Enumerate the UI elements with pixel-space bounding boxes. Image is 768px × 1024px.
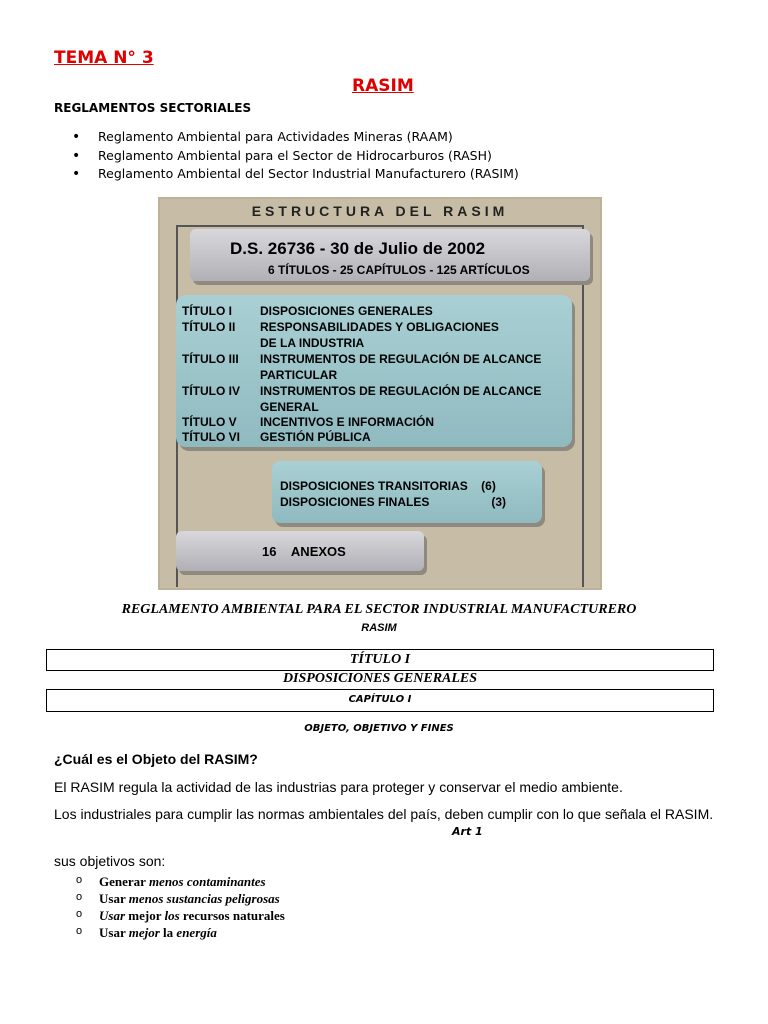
paragraph-1: El RASIM regula la actividad de las industrias para proteger y conservar el medio ambiente.	[54, 779, 623, 795]
reglamento-sub: RASIM	[361, 622, 397, 634]
anexos-box	[176, 531, 424, 571]
titulo-row: TÍTULO VI GESTIÓN PÚBLICA	[182, 430, 371, 444]
ds-sub: 6 TÍTULOS - 25 CAPÍTULOS - 125 ARTÍCULOS	[268, 263, 530, 277]
titulo-row: TÍTULO I DISPOSICIONES GENERALES	[182, 304, 433, 318]
disp-finales: DISPOSICIONES FINALES (3)	[280, 495, 507, 509]
list-item: o Generar menos contaminantes	[76, 873, 285, 890]
titulo-label: TÍTULO I	[349, 652, 411, 667]
capitulo-box	[46, 689, 714, 712]
titulo-row: TÍTULO IV INSTRUMENTOS DE REGULACIÓN DE ALCANCE	[182, 384, 542, 398]
disposiciones-generales: DISPOSICIONES GENERALES	[282, 671, 478, 686]
reglamentos-list	[72, 128, 519, 184]
disp-transitorias: DISPOSICIONES TRANSITORIAS (6)	[280, 479, 496, 493]
list-item: o Usar mejor la energía	[76, 924, 285, 941]
titulo-row: DE LA INDUSTRIA	[260, 336, 365, 350]
titulo-row: TÍTULO II RESPONSABILIDADES Y OBLIGACIONES	[182, 320, 499, 334]
list-item: • Reglamento Ambiental para el Sector de Hidrocarburos (RASH)	[72, 147, 519, 166]
titulo-box	[46, 649, 714, 671]
estructura-rasim-diagram	[158, 197, 602, 590]
list-item: • Reglamento Ambiental del Sector Industrial Manufacturero (RASIM)	[72, 165, 519, 184]
tema-heading: TEMA N° 3	[54, 48, 154, 68]
titulos-box	[176, 295, 572, 447]
section-heading: REGLAMENTOS SECTORIALES	[54, 101, 252, 115]
objeto-heading: OBJETO, OBJETIVO Y FINES	[304, 723, 454, 734]
disposiciones-box	[272, 461, 542, 523]
list-item: o Usar mejor los recursos naturales	[76, 907, 285, 924]
art-ref: Art 1	[452, 825, 483, 838]
titulo-row: TÍTULO V INCENTIVOS E INFORMACIÓN	[182, 415, 435, 429]
diagram-title: ESTRUCTURA DEL RASIM	[251, 203, 509, 219]
titulo-row: PARTICULAR	[260, 368, 338, 382]
list-item: • Reglamento Ambiental para Actividades Mineras (RAAM)	[72, 128, 519, 147]
anexos-label: 16 ANEXOS	[262, 544, 346, 559]
objetivos-list	[76, 873, 285, 941]
question: ¿Cuál es el Objeto del RASIM?	[54, 751, 258, 767]
rasim-heading: RASIM	[352, 76, 414, 96]
titulo-row: GENERAL	[260, 400, 319, 414]
capitulo-label: CAPÍTULO I	[348, 694, 412, 705]
objetivos-intro: sus objetivos son:	[54, 853, 166, 869]
paragraph-2: Los industriales para cumplir las normas ambientales del país, deben cumplir con lo que señala el RASIM.	[54, 806, 714, 822]
ds-line: D.S. 26736 - 30 de Julio de 2002	[230, 239, 486, 258]
list-item: o Usar menos sustancias peligrosas	[76, 890, 285, 907]
titulo-row: TÍTULO III INSTRUMENTOS DE REGULACIÓN DE ALCANCE	[182, 352, 542, 366]
reglamento-heading: REGLAMENTO AMBIENTAL PARA EL SECTOR INDUSTRIAL MANUFACTURERO	[121, 602, 637, 617]
